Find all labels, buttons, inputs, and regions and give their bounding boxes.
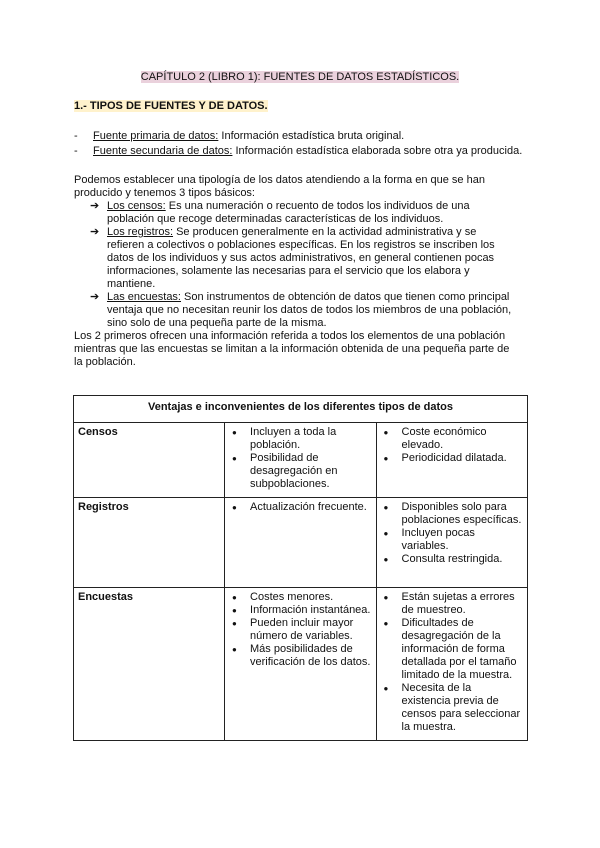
- pros-cell: [225, 423, 377, 498]
- list-item: ● Necesita de la existencia previa de censos para seleccionar la muestra.: [402, 682, 523, 734]
- source-item-secondary: - Fuente secundaria de datos: Información estadística elaborada sobre otra ya producida.: [74, 145, 523, 157]
- table-header: Ventajas e inconvenientes de los diferentes tipos de datos: [74, 396, 528, 423]
- list-item: ● Más posibilidades de verificación de los datos.: [250, 643, 372, 669]
- arrow-icon: ➔: [90, 200, 100, 212]
- type-encuestas: [90, 291, 514, 330]
- list-item: ● Coste económico elevado.: [402, 426, 523, 452]
- list-item: ● Incluyen pocas variables.: [402, 527, 523, 553]
- source-item-primary: - Fuente primaria de datos: Información estadística bruta original.: [74, 130, 405, 142]
- pros-cell: [225, 588, 377, 741]
- arrow-icon: ➔: [90, 226, 100, 238]
- list-item: ● Actualización frecuente.: [250, 501, 372, 514]
- section-heading: [74, 100, 268, 113]
- term: Fuente primaria de datos:: [93, 130, 219, 142]
- type-censos: [90, 200, 514, 226]
- row-label: Registros: [74, 498, 225, 588]
- definition: Información estadística elaborada sobre otra ya producida.: [232, 145, 523, 157]
- definition: Se producen generalmente en la actividad administrativa y se refieren a colectivos o poblaciones específicas. En los registros se inscriben los datos de los individuos y sus actos administrativos, en general contienen pocas informaciones, solamente las necesarias para el servicio que los elabora y mantiene.: [107, 226, 495, 290]
- type-registros: [90, 226, 514, 291]
- conclusion-paragraph: Los 2 primeros ofrecen una información referida a todos los elementos de una población mientras que las encuestas se limitan a la información obtenida de una pequeña parte de la población.: [74, 330, 510, 368]
- intro-paragraph: Podemos establecer una tipología de los datos atendiendo a la forma en que se han producido y tenemos 3 tipos básicos:: [74, 174, 485, 199]
- term: Fuente secundaria de datos:: [93, 145, 233, 157]
- table-row: [74, 498, 528, 588]
- list-item: ● Consulta restringida.: [402, 553, 523, 566]
- section-heading-text: 1.- TIPOS DE FUENTES Y DE DATOS.: [74, 100, 268, 112]
- term: Las encuestas:: [107, 291, 181, 303]
- types-list: [74, 200, 514, 330]
- cons-cell: [376, 498, 527, 588]
- list-item: ● Dificultades de desagregación de la información de forma detallada por el tamaño limitado de la muestra.: [402, 617, 523, 682]
- list-item: ● Costes menores.: [250, 591, 372, 604]
- term: Los censos:: [107, 200, 166, 212]
- definition: Es una numeración o recuento de todos los individuos de una población que recoge determinadas características de los individuos.: [107, 200, 470, 225]
- table-row: [74, 588, 528, 741]
- list-item: ● Pueden incluir mayor número de variables.: [250, 617, 372, 643]
- pros-cell: [225, 498, 377, 588]
- list-item: ● Periodicidad dilatada.: [402, 452, 523, 465]
- arrow-icon: ➔: [90, 291, 100, 303]
- term: Los registros:: [107, 226, 174, 238]
- chapter-title: [0, 71, 600, 84]
- list-item: ● Disponibles solo para poblaciones específicas.: [402, 501, 523, 527]
- row-label: Censos: [74, 423, 225, 498]
- comparison-table: [73, 395, 528, 741]
- definition: Información estadística bruta original.: [218, 130, 405, 142]
- chapter-title-text: CAPÍTULO 2 (LIBRO 1): FUENTES DE DATOS ESTADÍSTICOS.: [140, 71, 460, 83]
- list-item: ● Información instantánea.: [250, 604, 372, 617]
- row-label: Encuestas: [74, 588, 225, 741]
- list-item: ● Posibilidad de desagregación en subpoblaciones.: [250, 452, 372, 491]
- cons-cell: [376, 588, 527, 741]
- cons-cell: [376, 423, 527, 498]
- definition: Son instrumentos de obtención de datos que tienen como principal ventaja que no necesitan reunir los datos de todos los miembros de una población, sino solo de una pequeña parte de la misma.: [107, 291, 512, 329]
- list-item: ● Están sujetas a errores de muestreo.: [402, 591, 523, 617]
- types-section: [74, 174, 514, 369]
- table-row: [74, 423, 528, 498]
- list-item: ● Incluyen a toda la población.: [250, 426, 372, 452]
